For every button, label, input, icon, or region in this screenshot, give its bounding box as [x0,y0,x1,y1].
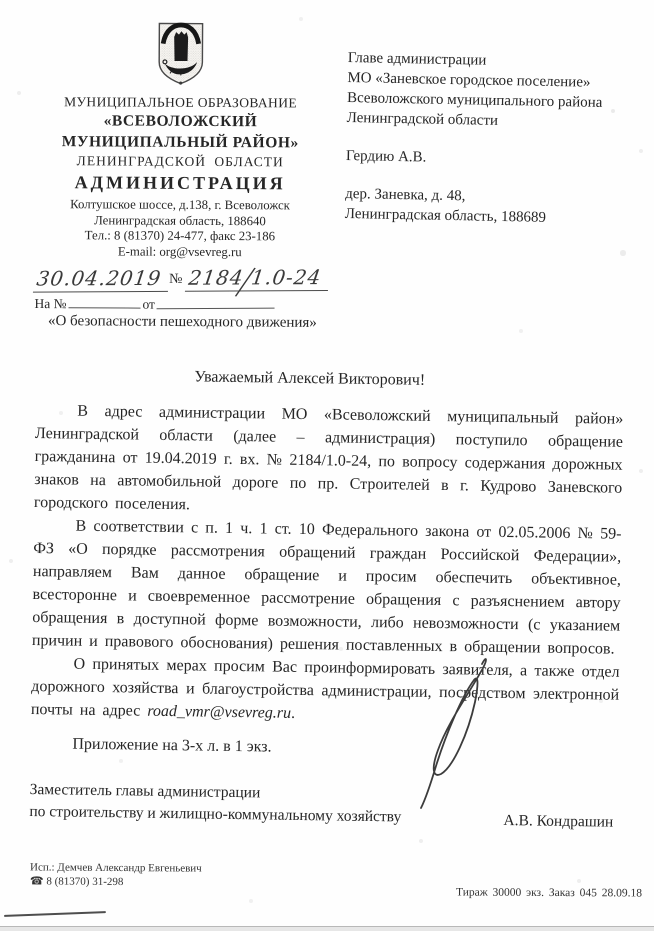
org-region-postcode: Ленинградская область, 188640 [94,212,266,228]
signer-title-line1: Заместитель главы администрации [29,780,261,802]
signer-title-line2: по строительству и жилищно-коммунальному хозяйству [29,802,402,826]
phone-icon: ☎ [29,874,44,887]
org-contact-block [27,197,333,261]
attachment-note: Приложение на 3-х л. в 1 экз. [72,735,272,756]
print-run-info: Тираж 30000 экз. Заказ 045 28.09.18 [455,886,643,900]
addressee-street: дер. Заневка, д. 48, [345,185,466,205]
signer-name: А.В. Кондрашин [503,811,614,831]
scan-bottom-edge [0,926,654,931]
handwritten-date: 30.04.2019 [33,266,171,293]
executor-name: Исп.: Демчев Александр Евгеньевич [30,861,202,875]
executor-phone: 8 (81370) 31-298 [43,874,124,888]
paragraph-1: В адрес администрации МО «Всеволожский муниципальный район» Ленинградской области (далее – администрация) поступило обращение гражданина от 19.04.2019 г. вх. № 2184/1.0-24, по вопросу содержания дорожных знаков на автомобильной дороге по пр. Строителей в г. Кудрово Заневского городского поселения. [33,402,624,514]
blank-line-number [68,296,140,308]
paragraph-3-text: О принятых мерах просим Вас проинформировать заявителя, а также отдел дорожного хозяйства и благоустройства администрации, посредством электронной почты на адрес [30,655,620,720]
paragraph-3-period: . [290,704,296,722]
letterhead [26,20,334,314]
org-name-line2: «ВСЕВОЛОЖСКИЙ [103,112,258,131]
org-name-line4: ЛЕНИНГРАДСКОЙ ОБЛАСТИ [76,153,284,170]
handwritten-signature-icon [416,652,506,812]
scan-artifact-line [4,911,106,917]
reply-prefix-label: На № [34,296,67,312]
addressee-municipality: МО «Заневское городское поселение» [347,69,591,91]
addressee-region: Ленинградской области [346,109,499,129]
addressee-name: Гердию А.В. [345,147,427,166]
executor-block [30,861,202,889]
reply-ot-label: от [142,296,156,312]
blank-line-date [157,297,275,310]
letter-body [29,366,624,832]
contact-email: road_vmr@vsevreg.ru [147,702,292,722]
addressee-position: Главе администрации [347,49,487,69]
org-phone-fax: Тел.: 8 (81370) 24-477, факс 23-186 [84,228,276,244]
addressee-region-postcode: Ленинградская область, 188689 [344,205,547,226]
incoming-reference-row [26,296,332,314]
executor-phone-line [30,875,202,890]
handwritten-number [185,258,331,305]
subject-line: «О безопасности пешеходного движения» [47,313,317,331]
paragraph-2: В соответствии с п. 1 ч. 1 ст. 10 Федерального закона от 02.05.2006 № 59-ФЗ «О порядке рассмотрения обращений граждан Российской Федерации», направляем Вам данное обращение и просим обеспечить объективное, всесторонне и своевременное рассмотрение обращения с разъяснением автору обращения в доступной форме возможности, либо невозможности (с указанием причин и правового обоснования) решения поставленных в обращении вопросов. [31,517,622,658]
signer-title [29,779,402,829]
paragraph-3 [31,652,620,730]
number-sign: № [169,271,183,287]
addressee-block [345,48,648,230]
scan-noise [0,0,2,2]
org-name-administration: АДМИНИСТРАЦИЯ [74,172,286,194]
signature-block [29,779,618,832]
org-street-address: Колтушское шоссе, д.138, г. Всеволожск [70,197,290,213]
coat-of-arms-icon [157,21,205,87]
handwritten-number-part1: 2184 [187,265,246,290]
handwritten-number-part2: 1.0-24 [249,265,323,290]
org-name-line3: МУНИЦИПАЛЬНЫЙ РАЙОН» [61,133,299,152]
salutation: Уважаемый Алексей Викторович! [194,368,426,389]
addressee-district: Всеволожского муниципального района [346,89,603,111]
handwritten-slash: / [233,258,259,305]
org-name-line1: МУНИЦИПАЛЬНОЕ ОБРАЗОВАНИЕ [64,94,298,111]
org-email: E-mail: org@vsevreg.ru [117,243,242,259]
